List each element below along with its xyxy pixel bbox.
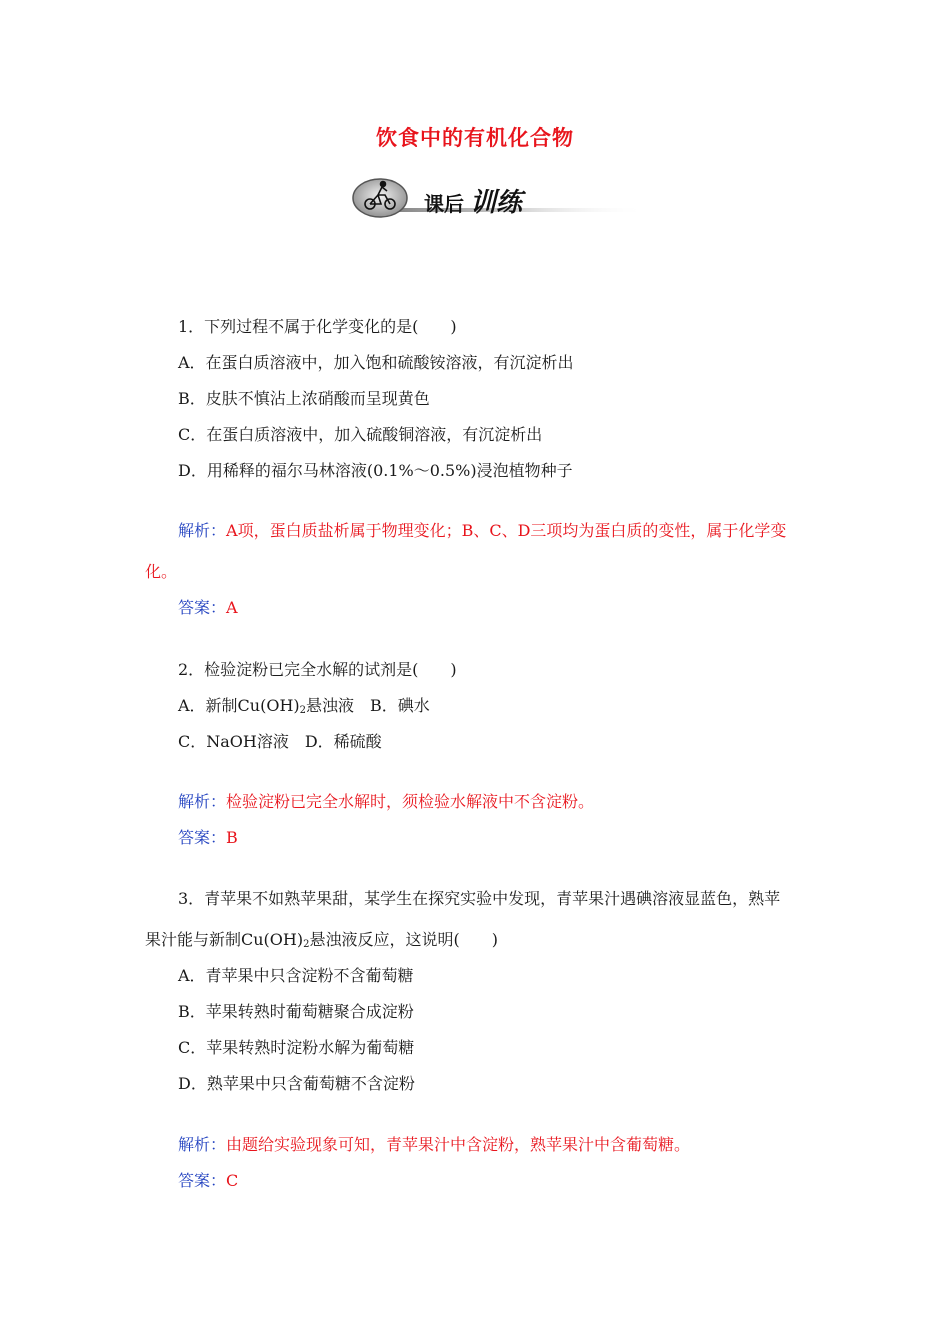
analysis-label: 解析： [178,792,227,811]
answer-value: A [226,598,238,617]
question-1-option-b: B．皮肤不慎沾上浓硝酸而呈现黄色 [178,389,430,408]
question-3-option-c: C．苹果转熟时淀粉水解为葡萄糖 [178,1038,415,1057]
question-2-answer [178,828,238,848]
banner-label-a: 课后 [424,192,464,216]
question-3-option-a: A．青苹果中只含淀粉不含葡萄糖 [178,966,414,985]
stem-text: 果汁能与新制Cu(OH) [145,930,304,949]
question-1-analysis [178,521,786,541]
answer-value: B [226,828,238,847]
question-1-option-a: A．在蛋白质溶液中，加入饱和硫酸铵溶液，有沉淀析出 [178,353,574,372]
question-1-stem: 1．下列过程不属于化学变化的是( ) [178,317,457,336]
question-1-analysis-cont: 化。 [145,562,178,581]
page-title: 饮食中的有机化合物 [376,126,574,150]
answer-label: 答案： [178,1171,227,1190]
question-3-answer [178,1171,238,1191]
question-1-option-c: C．在蛋白质溶液中，加入硫酸铜溶液，有沉淀析出 [178,425,543,444]
option-a-text: A．新制Cu(OH) [178,696,300,715]
analysis-text: 检验淀粉已完全水解时，须检验水解液中不含淀粉。 [226,792,595,811]
question-3-option-b: B．苹果转熟时葡萄糖聚合成淀粉 [178,1002,414,1021]
question-2-analysis [178,792,594,812]
question-3-analysis [178,1135,690,1155]
analysis-text: 由题给实验现象可知，青苹果汁中含淀粉，熟苹果汁中含葡萄糖。 [226,1135,691,1154]
question-2-stem: 2．检验淀粉已完全水解的试剂是( ) [178,660,457,679]
question-3-stem-cont [145,930,498,955]
analysis-label: 解析： [178,521,227,540]
section-banner [352,174,652,230]
question-1-option-d: D．用稀释的福尔马林溶液(0.1%～0.5%)浸泡植物种子 [178,461,573,480]
question-1-answer [178,598,238,618]
question-3-stem: 3．青苹果不如熟苹果甜，某学生在探究实验中发现，青苹果汁遇碘溶液显蓝色，熟苹 [178,889,781,908]
question-3-option-d: D．熟苹果中只含葡萄糖不含淀粉 [178,1074,415,1093]
answer-label: 答案： [178,828,227,847]
subscript: 2 [299,705,307,716]
analysis-label: 解析： [178,1135,227,1154]
banner-label-b: 训练 [470,188,523,218]
subscript: 2 [303,939,310,950]
answer-value: C [226,1171,239,1190]
answer-label: 答案： [178,598,227,617]
stem-text-end: 悬浊液反应，这说明( ) [309,930,498,949]
question-2-options-cd: C．NaOH溶液 D．稀硫酸 [178,732,382,751]
question-2-options-ab [178,696,430,721]
option-b-text: 悬浊液 B．碘水 [306,696,430,715]
analysis-text: A项，蛋白质盐析属于物理变化；B、C、D三项均为蛋白质的变性，属于化学变 [226,521,787,540]
